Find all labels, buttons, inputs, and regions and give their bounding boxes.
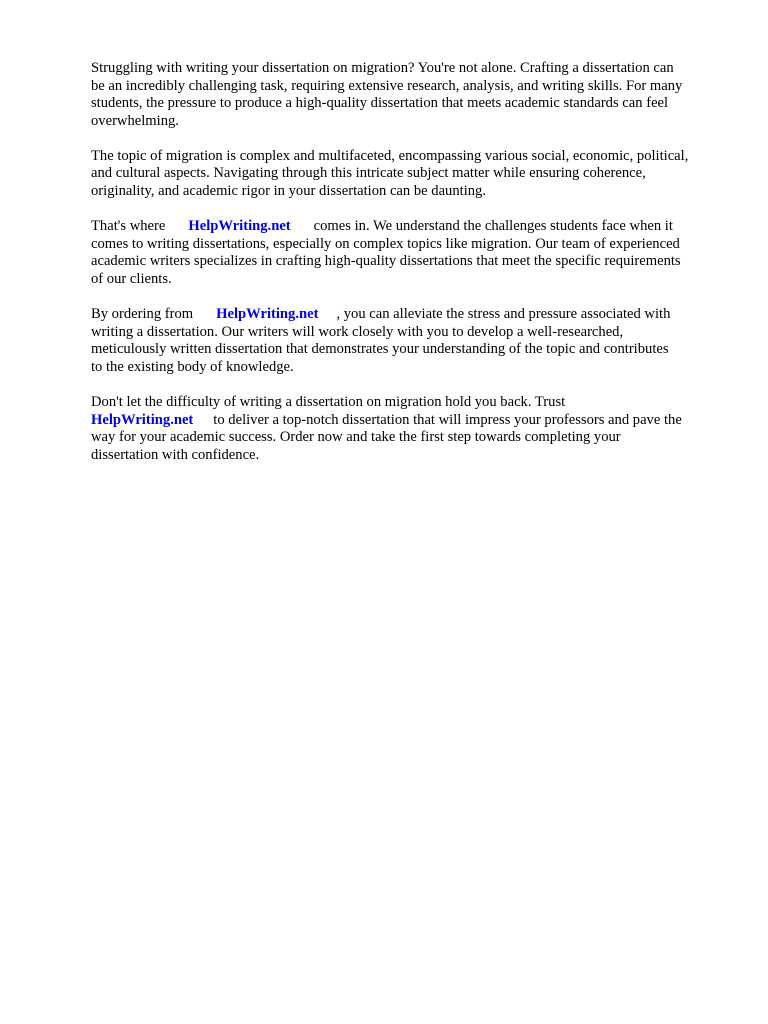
text-line: Don't let the difficulty of writing a dissertation on migration hold you back. Trust	[91, 393, 566, 410]
paragraph-thats-where	[91, 218, 731, 288]
text-segment: comes in. We understand the challenges students face when it	[313, 218, 673, 235]
text-line: dissertation with confidence.	[91, 446, 260, 463]
text-line: and cultural aspects. Navigating through this intricate subject matter while ensuring coherence,	[91, 165, 646, 182]
text-line: academic writers specializes in crafting high-quality dissertations that meet the specific requirements	[91, 253, 681, 270]
text-segment: to deliver a top-notch dissertation that will impress your professors and pave the	[213, 411, 682, 428]
paragraph-trust	[91, 394, 731, 464]
text-line: Struggling with writing your dissertation on migration? You're not alone. Crafting a dissertation can	[91, 60, 674, 76]
text-line: The topic of migration is complex and multifaceted, encompassing various social, economic, political,	[91, 147, 689, 164]
text-line: writing a dissertation. Our writers will work closely with you to develop a well-researched,	[91, 323, 624, 340]
paragraph-intro	[91, 60, 731, 130]
helpwriting-link[interactable]: HelpWriting.net	[91, 411, 194, 428]
text-segment: , you can alleviate the stress and pressure associated with	[336, 306, 671, 323]
document-page	[91, 60, 731, 482]
paragraph-ordering	[91, 306, 731, 376]
text-line: to the existing body of knowledge.	[91, 358, 294, 375]
text-line: be an incredibly challenging task, requiring extensive research, analysis, and writing skills. For many	[91, 77, 683, 94]
text-line: students, the pressure to produce a high-quality dissertation that meets academic standards can feel	[91, 95, 669, 112]
text-line	[91, 306, 731, 324]
text-line: way for your academic success. Order now and take the first step towards completing your	[91, 429, 621, 446]
text-line: comes to writing dissertations, especially on complex topics like migration. Our team of experienced	[91, 235, 680, 252]
helpwriting-link[interactable]: HelpWriting.net	[216, 306, 319, 323]
text-segment: That's where	[91, 218, 166, 235]
text-line	[91, 412, 731, 430]
text-line: overwhelming.	[91, 112, 179, 129]
text-line	[91, 218, 731, 236]
text-line: originality, and academic rigor in your dissertation can be daunting.	[91, 183, 486, 200]
text-line: of our clients.	[91, 270, 172, 287]
text-line: meticulously written dissertation that demonstrates your understanding of the topic and contributes	[91, 341, 669, 358]
paragraph-topic	[91, 148, 731, 201]
text-segment: By ordering from	[91, 306, 194, 323]
helpwriting-link[interactable]: HelpWriting.net	[188, 218, 291, 235]
